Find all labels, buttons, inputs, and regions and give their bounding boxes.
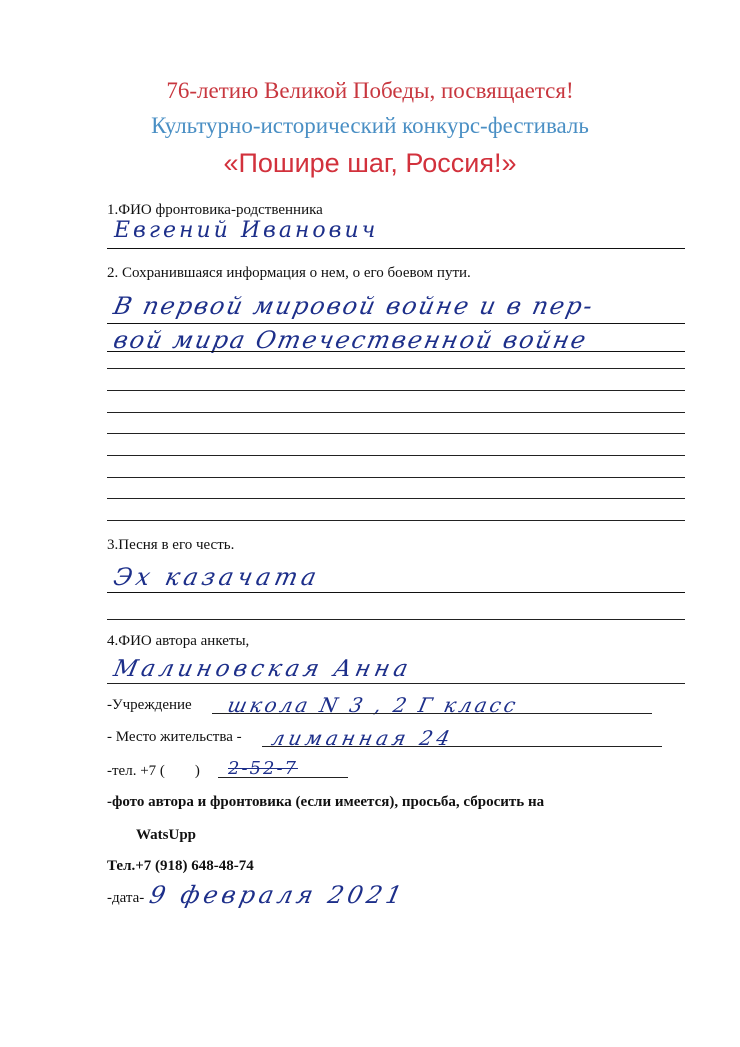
section2-line-7 xyxy=(107,455,685,456)
section2-label: 2. Сохранившаяся информация о нем, о его боевом пути. xyxy=(107,265,471,281)
section1-label: 1.ФИО фронтовика-родственника xyxy=(107,202,323,218)
photo-note-line1: -фото автора и фронтовика (если имеется), просьба, сбросить на xyxy=(107,794,545,810)
section4-answer-line xyxy=(107,683,685,684)
section3-line-1 xyxy=(107,592,685,593)
section2-line-8 xyxy=(107,477,685,478)
header-slogan: «Пошире шаг, Россия!» xyxy=(223,148,517,178)
section1-answer-line xyxy=(107,248,685,249)
section3-label: 3.Песня в его честь. xyxy=(107,537,235,553)
section2-line-2 xyxy=(107,351,685,352)
section2-line-9 xyxy=(107,498,685,499)
section2-answer-line2: вой мира Отечественной войне xyxy=(111,326,591,354)
section2-line-10 xyxy=(107,520,685,521)
institution-label: -Учреждение xyxy=(107,697,192,713)
header-contest-title: Культурно-исторический конкурс-фестиваль xyxy=(151,113,589,138)
residence-line xyxy=(262,746,662,747)
section2-line-5 xyxy=(107,412,685,413)
contact-phone: Тел.+7 (918) 648-48-74 xyxy=(107,858,254,874)
institution-line xyxy=(212,713,652,714)
phone-line xyxy=(218,777,348,778)
section2-line-4 xyxy=(107,390,685,391)
header-dedication: 76-летию Великой Победы, посвящается! xyxy=(166,78,574,103)
phone-label: -тел. +7 ( ) xyxy=(107,763,200,779)
residence-answer: лиманная 24 xyxy=(269,726,457,750)
residence-label: - Место жительства - xyxy=(107,729,242,745)
section2-line-3 xyxy=(107,368,685,369)
date-answer: 9 февраля 2021 xyxy=(147,881,409,909)
section2-answer-line1: В первой мировой войне и в пер- xyxy=(111,292,597,320)
section2-line-6 xyxy=(107,433,685,434)
section1-answer: Евгений Иванович xyxy=(114,218,379,243)
phone-answer: 2-52-7 xyxy=(228,758,298,779)
photo-note-line2: WatsUpp xyxy=(136,827,197,843)
section4-label: 4.ФИО автора анкеты, xyxy=(107,633,250,649)
section2-line-1 xyxy=(107,323,685,324)
institution-answer: школа N 3 , 2 Г класс xyxy=(225,693,521,717)
section3-line-2 xyxy=(107,619,685,620)
date-label: -дата- xyxy=(107,890,145,906)
section4-answer: Малиновская Анна xyxy=(111,656,415,682)
section3-answer: Эх казачата xyxy=(111,563,323,591)
